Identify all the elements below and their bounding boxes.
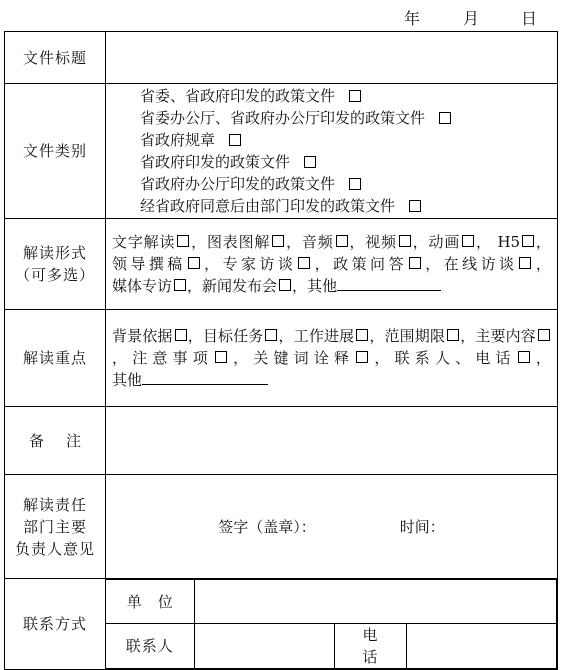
form-other-blank[interactable] <box>337 276 441 291</box>
row-remarks <box>5 407 558 475</box>
signature-label: 签字（盖章）： <box>218 517 316 536</box>
form-option[interactable]: 新闻发布会 ， <box>202 277 308 295</box>
title-label: 文件标题 <box>5 32 106 84</box>
form-option-label: H5 <box>497 233 521 251</box>
contact-subtable <box>106 579 557 669</box>
remarks-label: 备注 <box>5 407 106 475</box>
focus-other-blank[interactable] <box>142 370 268 385</box>
row-form <box>5 219 558 310</box>
date-line <box>0 6 561 28</box>
row-focus <box>5 310 558 407</box>
form-option-label: 音频 <box>301 233 334 251</box>
focus-option-label: 关键词诠释 <box>253 349 355 367</box>
form-option-label: 视频 <box>365 233 397 251</box>
focus-option-label: 目标任务 <box>202 327 264 345</box>
category-option[interactable] <box>140 173 557 195</box>
checkbox-icon[interactable] <box>175 329 187 341</box>
form-other-label: 其他 <box>307 277 338 295</box>
checkbox-icon[interactable] <box>174 279 186 291</box>
unit-field[interactable] <box>194 580 557 624</box>
date-year-label: 年 <box>404 9 421 28</box>
date-day-label: 日 <box>521 9 538 28</box>
form-options: 文字解读 ，图表图解 ，音频 ，视频 ，动画 ， H5 ，领导撰稿 ，专家访谈 ，政策问答 ，在线访谈 ，媒体专访 ，新闻发布会 ，其他 <box>106 219 558 310</box>
focus-other-label: 其他 <box>112 371 143 389</box>
focus-option[interactable]: 工作进展 ， <box>293 327 385 345</box>
focus-option-label: 范围期限 <box>384 327 446 345</box>
checkbox-icon[interactable] <box>356 329 368 341</box>
checkbox-icon[interactable] <box>522 235 534 247</box>
checkbox-icon[interactable] <box>409 257 421 269</box>
checkbox-icon[interactable] <box>462 235 474 247</box>
form-option[interactable]: 图表图解 ， <box>206 233 302 251</box>
row-opinion <box>5 475 558 579</box>
form-label-line: （可多选） <box>14 266 95 284</box>
focus-options: 背景依据 ，目标任务 ，工作进展 ，范围期限 ，主要内容，注意事项 ，关键词诠释 ，联系人、电话 ，其他 <box>106 310 558 407</box>
focus-option[interactable]: 关键词诠释 ， <box>253 349 395 367</box>
checkbox-icon[interactable] <box>349 178 361 190</box>
contact-person-label: 联系人 <box>106 624 194 669</box>
category-option[interactable] <box>140 129 557 151</box>
form-option-label: 领导撰稿 <box>112 255 186 273</box>
form-option[interactable]: 领导撰稿 ， <box>112 255 223 273</box>
remarks-field[interactable] <box>106 407 558 475</box>
form-option-label: 动画 <box>428 233 461 251</box>
form-option[interactable]: 动画 ， <box>428 233 492 251</box>
opinion-field[interactable] <box>106 475 558 579</box>
category-option[interactable] <box>140 151 557 173</box>
focus-option-label: 联系人、电话 <box>394 349 516 367</box>
form-option[interactable]: 音频 ， <box>301 233 366 251</box>
title-field[interactable] <box>106 32 558 84</box>
form-option-label: 文字解读 <box>112 233 176 251</box>
form-option-label: 媒体专访 <box>112 277 173 295</box>
date-month-label: 月 <box>463 9 480 28</box>
focus-option-label: 工作进展 <box>293 327 355 345</box>
focus-other[interactable] <box>112 371 268 389</box>
checkbox-icon[interactable] <box>272 235 284 247</box>
unit-label: 单位 <box>106 580 194 624</box>
checkbox-icon[interactable] <box>538 329 550 341</box>
checkbox-icon[interactable] <box>177 235 189 247</box>
checkbox-icon[interactable] <box>279 279 291 291</box>
policy-interpretation-form <box>4 31 558 670</box>
checkbox-icon[interactable] <box>447 329 459 341</box>
form-option-label: 专家访谈 <box>222 255 297 273</box>
opinion-label-line: 负责人意见 <box>14 539 95 558</box>
form-option[interactable]: 文字解读 ， <box>112 233 207 251</box>
row-title <box>5 32 558 84</box>
form-option-label: 图表图解 <box>206 233 271 251</box>
opinion-label <box>5 475 106 579</box>
focus-option[interactable]: 目标任务 ， <box>202 327 294 345</box>
phone-label: 电话 <box>334 624 406 669</box>
checkbox-icon[interactable] <box>265 329 277 341</box>
form-label-line: 解读形式 <box>22 244 87 262</box>
row-category <box>5 84 558 219</box>
checkbox-icon[interactable] <box>439 112 451 124</box>
form-option[interactable]: 政策问答 ， <box>333 255 444 273</box>
form-other[interactable] <box>307 277 441 295</box>
checkbox-icon[interactable] <box>215 351 227 363</box>
phone-field[interactable] <box>406 624 557 669</box>
form-label <box>5 219 106 310</box>
category-option-label: 省政府印发的政策文件 <box>140 153 291 171</box>
category-option-label: 经省政府同意后由部门印发的政策文件 <box>140 197 396 215</box>
focus-label: 解读重点 <box>5 310 106 407</box>
form-option[interactable]: H5 ， <box>497 233 551 251</box>
form-option-label: 政策问答 <box>333 255 407 273</box>
form-option-label: 新闻发布会 <box>202 277 278 295</box>
focus-option[interactable]: 背景依据 ， <box>112 327 203 345</box>
checkbox-icon[interactable] <box>298 257 310 269</box>
category-option[interactable] <box>140 107 557 129</box>
time-label: 时间： <box>399 517 445 536</box>
focus-option[interactable]: 注意事项 ， <box>132 349 254 367</box>
checkbox-icon[interactable] <box>409 200 421 212</box>
category-option-label: 省政府办公厅印发的政策文件 <box>140 175 336 193</box>
checkbox-icon[interactable] <box>399 235 411 247</box>
checkbox-icon[interactable] <box>518 351 530 363</box>
focus-option[interactable]: 范围期限 ， <box>384 327 476 345</box>
checkbox-icon[interactable] <box>349 90 361 102</box>
checkbox-icon[interactable] <box>356 351 368 363</box>
category-option[interactable] <box>140 85 557 107</box>
form-option[interactable]: 媒体专访 ， <box>112 277 203 295</box>
category-option[interactable] <box>140 195 557 217</box>
focus-option-label: 注意事项 <box>132 349 213 367</box>
checkbox-icon[interactable] <box>304 156 316 168</box>
form-option[interactable]: 视频 ， <box>365 233 429 251</box>
checkbox-icon[interactable] <box>229 134 241 146</box>
form-option[interactable]: 专家访谈 ， <box>222 255 334 273</box>
checkbox-icon[interactable] <box>519 257 531 269</box>
focus-option-label: 主要内容 <box>475 327 536 345</box>
checkbox-icon[interactable] <box>188 257 200 269</box>
category-option-label: 省委办公厅、省政府办公厅印发的政策文件 <box>140 109 426 127</box>
category-options <box>106 84 558 219</box>
row-contact <box>5 579 558 670</box>
opinion-label-line: 部门主要 <box>22 517 87 536</box>
focus-option-label: 背景依据 <box>112 327 173 345</box>
contact-label: 联系方式 <box>5 579 106 670</box>
checkbox-icon[interactable] <box>336 235 348 247</box>
category-option-label: 省政府规章 <box>140 131 216 149</box>
contact-grid <box>106 579 558 670</box>
category-option-label: 省委、省政府印发的政策文件 <box>140 87 336 105</box>
form-option-label: 在线访谈 <box>443 255 518 273</box>
category-label: 文件类别 <box>5 84 106 219</box>
opinion-label-line: 解读责任 <box>22 495 87 514</box>
contact-person-field[interactable] <box>194 624 334 669</box>
focus-option[interactable]: 联系人、电话 ， <box>394 349 551 367</box>
